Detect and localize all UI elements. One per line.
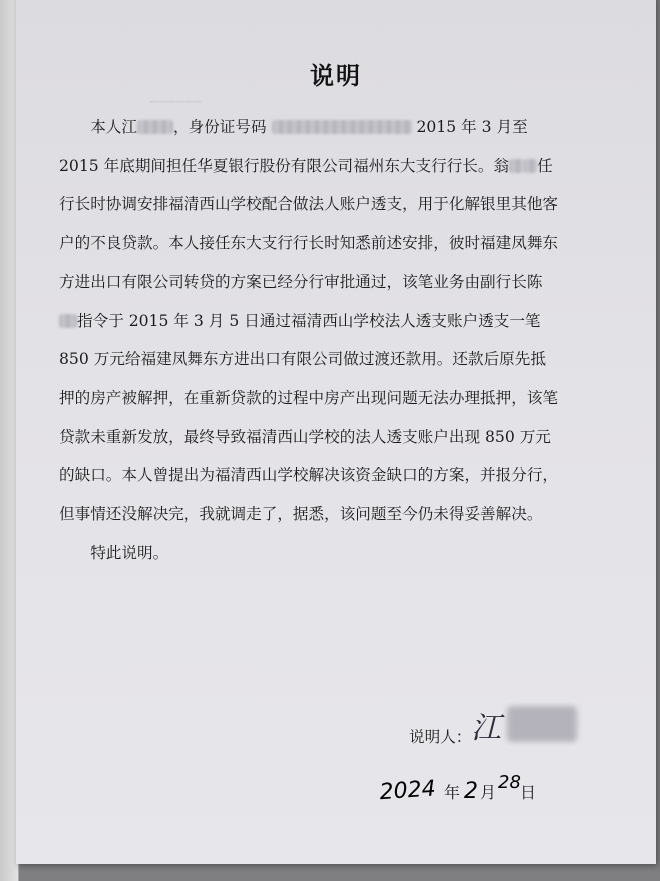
signature-handwritten-name: 江 (471, 711, 501, 746)
body-paragraph (59, 534, 559, 573)
paragraph-text: 2015 年 3 月至 2015 年底期间担任华夏银行股份有限公司福州东大支行行长。翁 (59, 118, 528, 175)
date-day-char: 日 (520, 783, 537, 802)
date-month-char: 月 (480, 783, 497, 802)
redacted-name (523, 159, 537, 173)
handwritten-date (378, 766, 558, 814)
signature-redaction-blur (507, 706, 577, 742)
redacted-id-number (272, 120, 412, 134)
paragraph-text: 特此说明。 (90, 543, 169, 562)
document-title: 说明 (310, 61, 362, 90)
paragraph-text: 本人江 (90, 118, 137, 136)
redacted-name (59, 314, 77, 328)
date-year: 2024 (378, 776, 437, 806)
paragraph-text: 任行长时协调安排福清西山学校配合做法人账户透支，用于化解银里其他客户的不良贷款。本人接任东大支行行长时知悉前述安排，彼时福建凤舞东方进出口有限公司转贷的方案已经分行审批通过，该笔业务由副行长陈 (59, 156, 559, 291)
document-body (59, 108, 559, 572)
date-month: 2 (464, 779, 478, 804)
handwritten-signature (461, 694, 591, 754)
redacted-name (137, 120, 173, 134)
paragraph-text: ，身份证号码 (172, 118, 272, 136)
body-paragraph (59, 108, 559, 534)
signature-label: 说明人： (409, 728, 472, 746)
show-through-mark: ▁▁▁▁▁▁ (150, 92, 203, 103)
date-day: 28 (498, 772, 521, 793)
redacted-name (509, 159, 523, 173)
paragraph-text: 指令于 2015 年 3 月 5 日通过福清西山学校法人透支账户透支一笔 850 万元给福建凤舞东方进出口有限公司做过渡还款用。还款后原先抵押的房产被解押，在重新贷款的过程中房产出现问题无法办理抵押，该笔贷款未重新发放，最终导致福清西山学校的法人透支账户出现 850 万元的缺口。本人曾提出为福清西山学校解决该资金缺口的方案，并报分行，但事情还没解决完，我就调走了，据悉，该问题至今仍未得妥善解决。 (59, 311, 559, 524)
paper-sheet (16, 0, 656, 864)
date-year-char: 年 (444, 783, 461, 802)
